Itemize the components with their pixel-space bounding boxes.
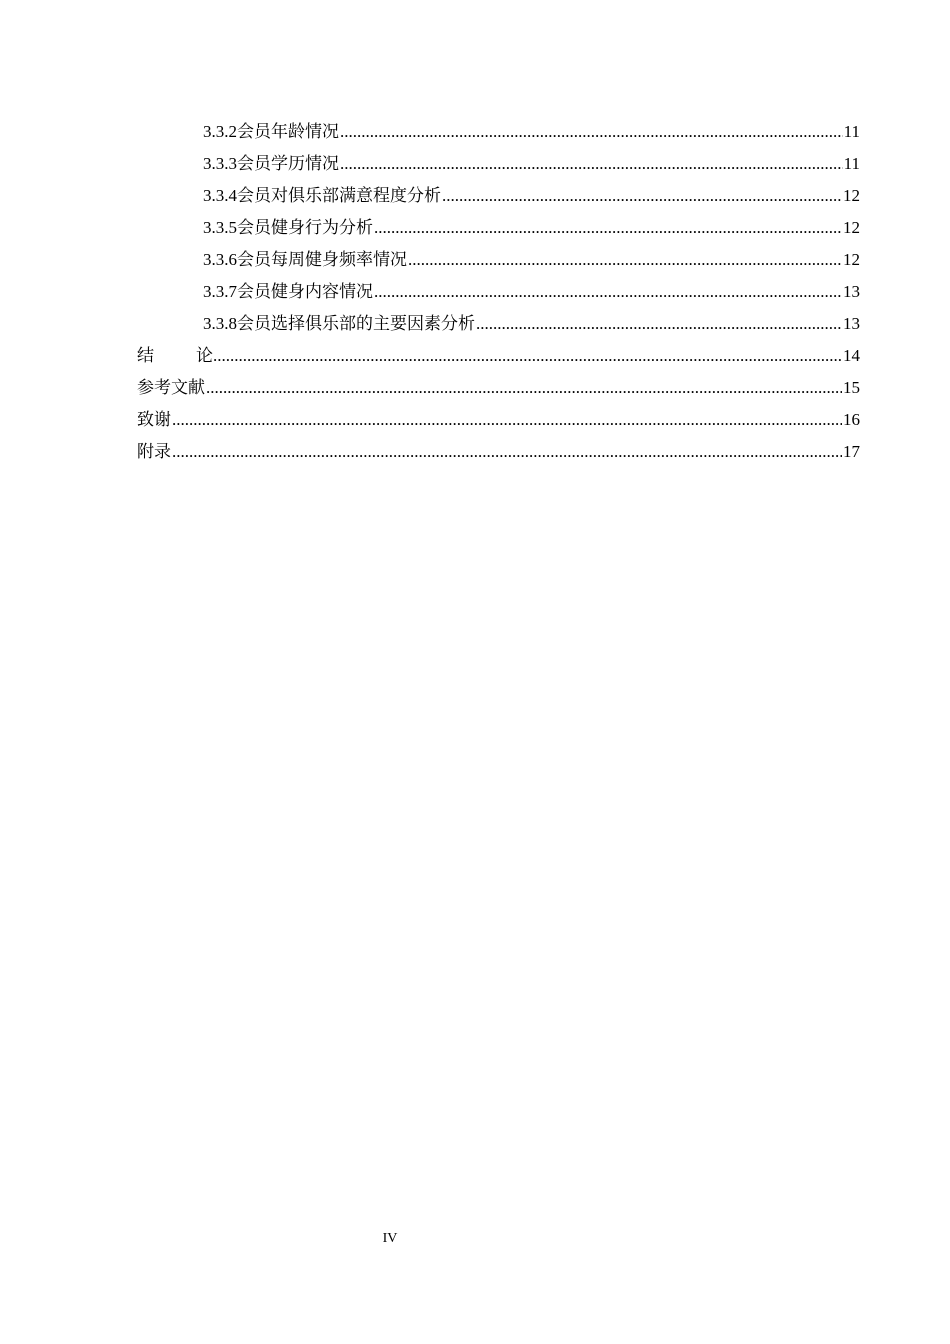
toc-entry-3-3-7[interactable] <box>203 280 860 304</box>
toc-leader-dots <box>206 376 842 400</box>
toc-entry-title: 会员选择俱乐部的主要因素分析 <box>237 314 475 334</box>
toc-entry-title: 参考文献 <box>137 378 205 398</box>
toc-entry-number: 3.3.7 <box>203 282 237 301</box>
toc-entry-title: 附录 <box>137 442 171 462</box>
toc-leader-dots <box>213 344 842 368</box>
toc-entry-number: 3.3.8 <box>203 314 237 333</box>
toc-entry-number: 3.3.5 <box>203 218 237 237</box>
toc-entry-conclusion[interactable] <box>137 344 860 368</box>
toc-entry-3-3-5[interactable] <box>203 216 860 240</box>
toc-entry-title: 结论 <box>137 346 255 366</box>
toc-entry-title: 会员健身内容情况 <box>237 282 373 302</box>
toc-entry-number: 3.3.3 <box>203 154 237 173</box>
toc-entry-appendix[interactable] <box>137 440 860 464</box>
toc-leader-dots <box>374 280 842 304</box>
toc-leader-dots <box>172 440 842 464</box>
toc-leader-dots <box>340 120 843 144</box>
toc-entry-page: 16 <box>843 410 860 429</box>
toc-entry-title: 会员对俱乐部满意程度分析 <box>237 186 441 206</box>
toc-leader-dots <box>340 152 843 176</box>
toc-leader-dots <box>374 216 842 240</box>
toc-leader-dots <box>442 184 842 208</box>
toc-entry-number: 3.3.4 <box>203 186 237 205</box>
toc-entry-page: 17 <box>843 442 860 461</box>
toc-entry-title: 会员学历情况 <box>237 154 339 174</box>
toc-entry-page: 14 <box>843 346 860 365</box>
toc-entry-3-3-6[interactable] <box>203 248 860 272</box>
toc-entry-title: 会员年龄情况 <box>237 122 339 142</box>
toc-entry-page: 12 <box>843 250 860 269</box>
toc-entry-references[interactable] <box>137 376 860 400</box>
page-number-footer: IV <box>382 1231 398 1246</box>
toc-entry-page: 13 <box>843 314 860 333</box>
toc-entry-page: 15 <box>843 378 860 397</box>
toc-entry-number: 3.3.2 <box>203 122 237 141</box>
toc-leader-dots <box>476 312 842 336</box>
toc-leader-dots <box>408 248 842 272</box>
toc-entry-3-3-4[interactable] <box>203 184 860 208</box>
toc-entry-3-3-3[interactable] <box>203 152 860 176</box>
toc-entry-title: 致谢 <box>137 410 171 430</box>
toc-entry-number: 3.3.6 <box>203 250 237 269</box>
toc-entry-3-3-2[interactable] <box>203 120 860 144</box>
toc-entry-3-3-8[interactable] <box>203 312 860 336</box>
toc-entry-page: 12 <box>843 218 860 237</box>
toc-entry-page: 13 <box>843 282 860 301</box>
toc-entry-title: 会员健身行为分析 <box>237 218 373 238</box>
toc-entry-page: 12 <box>843 186 860 205</box>
toc-entry-title: 会员每周健身频率情况 <box>237 250 407 270</box>
toc-leader-dots <box>172 408 842 432</box>
toc-entry-page: 11 <box>843 122 860 141</box>
toc-entry-acknowledgements[interactable] <box>137 408 860 432</box>
toc-entry-page: 11 <box>843 154 860 173</box>
